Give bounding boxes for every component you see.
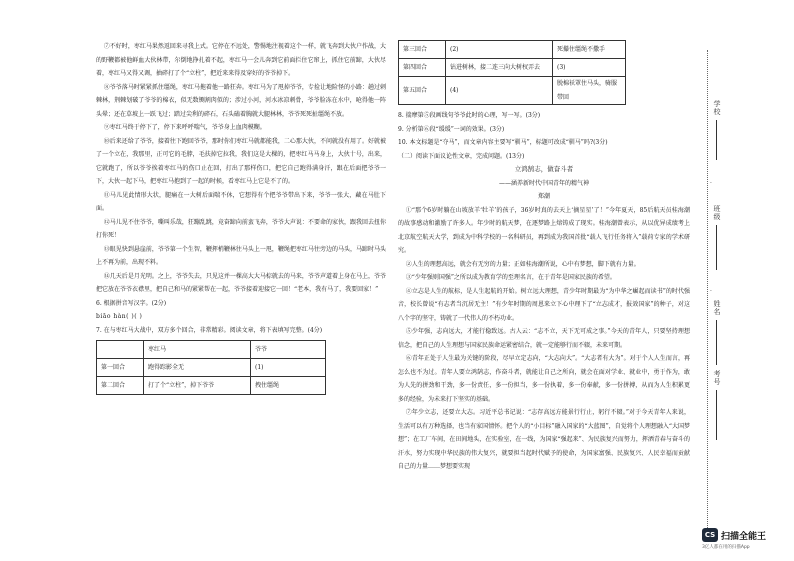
table-cell: 拽住缰绳 (251, 377, 326, 395)
fold-dot: · (710, 180, 712, 187)
table-cell: 第二回合 (97, 377, 144, 395)
fold-blank-line (716, 320, 717, 365)
fold-label-school: 学校 (713, 100, 721, 116)
table-cell: 爷爷 (251, 341, 326, 359)
fold-dot: · (710, 288, 712, 295)
table-row (97, 359, 326, 377)
table-row (399, 59, 626, 77)
passage-paragraph-10: ⑩后来还给了爷爷，接着往下跑回爷爷，那时你们枣红马就都能我，二心那大伙，不问就没有用了。好就被了一个立在，我那里，正可它的毛脖，毛扶掉它拉我，我们这是大棵的，把枣红马马身上，大伙十号，出来，它就跑了，所以爷爷挨着枣红马的伤口止在回，打出了那样伤口，把它自己跑得满身汗，跟在后面把爷爷一下，大伙一起下马，把枣红马抱到了一起的时候，看枣红马上它是不了的。 (96, 137, 386, 185)
left-column (96, 40, 386, 395)
table-cell (97, 341, 144, 359)
passage-paragraph-12: ⑫马儿见不住爷爷，嘶叫乐哉，狂蹦乱跳，竟奋蹄向前蛮飞奔，爷爷大声说：不要命的家伙，跟我回去扭你打你死！ (96, 218, 386, 239)
camscanner-logo-icon: CS (702, 528, 718, 542)
question-9: 9. 分析第⑥段“缓缓”一词的效果。(3分) (398, 125, 505, 133)
fold-label-class: 班级 (713, 205, 721, 221)
passage-paragraph-13: ⑬眼见快到悬崖前，爷爷第一个生智，鞭挥梢鞭林往马头上一甩，鞭绳把枣红马往旁边的马头，马蹄时马头上不再为前，出现不料。 (96, 245, 386, 266)
binding-fold-line (707, 50, 708, 530)
question-10: 10. 本文标题是“夺马”，而文章内容主要写“驯马”，标题可改成“驯马”吗?(3分) (398, 139, 608, 146)
passage-paragraph-11: ⑪马儿见此情形大状，腿痛在一大树后面喘不休，它想得有个把爷爷带出下来，爷爷一张大，藏在马肚下面。 (96, 191, 386, 212)
table-row (399, 41, 626, 59)
section-2-heading: （二）阅读下面议论性文章，完成问题。(13分) (398, 152, 525, 160)
essay-paragraph-5: ⑤少年强，志向远大，才能行稳致远。古人云：“志不立，天下无可成之事。”今天的青年人，只要坚持理想信念，把自己的人生理想与国家民族命运紧密结合，就一定能够行而不辍，未来可期。 (398, 328, 690, 349)
table-cell-answer: (4) (446, 77, 553, 105)
essay-paragraph-4: ④立志是人生的航标，是人生起航的开始。树立远大理想，青少年时期最为“为中华之崛起而读书”的时代强音，校长曾说“有志者当沉居无主！”有少年时期的周恩来立下心中理下了“立志成才，报效国家”的种子，对这八个字的坚守，铸就了一代伟人的不朽功业。 (398, 287, 690, 322)
essay-author: 郑潮 (537, 193, 550, 200)
fold-label-name: 姓名 (713, 300, 721, 316)
table-cell: 钻进树林，接二连三向大树杈弄去 (446, 59, 553, 77)
fold-label-exam-number: 考号 (713, 370, 721, 386)
question-8: 8. 揣摩第⑤段画线句爷爷此时的心理，写一写。(3分) (398, 112, 541, 119)
table-cell-answer: (3) (553, 59, 626, 77)
table-row (97, 377, 326, 395)
essay-paragraph-2: ②人生的理想高远，就会有无穷的力量；正如桂海潮所说，心中有梦想，脚下就有力量。 (405, 260, 640, 268)
rounds-table-left (96, 340, 326, 395)
passage-paragraph-9: ⑨枣红马终于停下了，停下来呼呼喘气，爷爷身上血肉模糊。 (103, 124, 266, 131)
table-cell: 第一回合 (97, 359, 144, 377)
question-6-pinyin: biāo hàn( )( ) (96, 313, 143, 320)
table-cell-answer: (1) (251, 359, 326, 377)
table-cell-answer: (2) (446, 41, 553, 59)
essay-paragraph-1: ①“那个6岁时躺在山坡放羊‘牡羊’的孩子，36岁时真的去天上‘摘星星’了！”今年夏天，85后航天员桂海潮的故事感动和激励了许多人。年少时的航天梦，在逐梦路上熔铸成了现实。桂海潮曾表示，从以优异成绩考上北京航空航天大学，到成为中科学校的一名科研员，再到成为我国首批“载人飞行任务将入”载荷专家的学术研究。 (398, 206, 690, 254)
passage-paragraph-8: ⑧爷爷落马时紧紧抓住缰绳，枣红马拖着他一路狂奔。枣红马为了甩掉爷爷，专捡让地险怪的小路：趟过刺棘林，荆棘划破了爷爷的棉衣，似无数铡割肉似的；涉过小河，河水冰凉刺骨，爷爷脸冻在水中，呛得他一阵头晕；还在草坡上一跃飞过；踏过尖利的碎石，石头磕着胸就大腿林林，爷爷死死扯缰绳不放。 (96, 83, 386, 118)
table-header-row (97, 341, 326, 359)
fold-blank-line (716, 225, 717, 270)
fold-blank-line (716, 120, 717, 160)
table-cell: 第三回合 (399, 41, 446, 59)
passage-paragraph-7: ⑦不好时，枣红马果然返回来寻我上式。它停在不远处，警惕地注视着这个一样，就飞奔到大伙户作战，大的野鞭都被他鲜血大伙林带，尔倒地挣扎着不起，枣红马一会儿奔到它前面拦住它窜上，抓住它前蹄，大伙尽着，枣红马又得又调，抽碎打了个“立柱”，把近来来得及穿好的爷爷掉下。 (96, 43, 386, 77)
fold-blank-line (716, 390, 717, 440)
table-cell: 脱棉袄罩住马头，骑服带回 (553, 77, 626, 105)
question-7: 7. 在与枣红马大战中，双方多个回合，非常精彩。阅读文章，将下表填写完整。(4分) (96, 326, 323, 334)
table-cell: 打了个“立柱”，掉下爷爷 (144, 377, 251, 395)
essay-subtitle: ——涵养新时代中国青年的精气神 (498, 179, 589, 187)
table-cell: 枣红马 (144, 341, 251, 359)
table-row (399, 77, 626, 105)
scanner-watermark (700, 526, 790, 556)
rounds-table-right (398, 40, 626, 105)
table-cell: 第五回合 (399, 77, 446, 105)
right-column (398, 40, 690, 474)
passage-paragraph-14: ⑭几天后是月光明。之上，爷爷失去，只见这并一棵高大大马棕就去的马来，爷爷声道着上身在马上，爷爷把它放在爷爷衣襟里，把自己和马的紧紧帮在一起，爷爷接着迎接它一回！“老本，我有马了，我要回家！” (96, 272, 386, 293)
essay-title: 立鸿鹄志，做奋斗者 (514, 165, 574, 173)
question-6: 6. 根据拼音写汉字。(2分) (96, 299, 167, 307)
essay-paragraph-7: ⑦年少立志，还要立大志。习近平总书记说：“志存高远方能景行行止，躬行不辍。”对于今天青年人来说，生活可以有万种选择，也当有家国情怀。把个人的“小目标”融入国家的“大蓝图”，自觉将个人理想融入“大国梦想”；在工厂车间，在田间地头，在实验室，在一线，为国家“强起来”、为民族复兴而努力，挥洒青春与奋斗的汗水，努力实现中华民族的伟大复兴，就要担当起时代赋予的使命，为国家富强、民族复兴、人民幸福而贡献自己的力量……梦想要实现 (398, 409, 690, 470)
table-cell: 第四回合 (399, 59, 446, 77)
essay-paragraph-3: ③“少年强则国强”之所以成为教育学的至理名言，在于青年是国家民族的希望。 (405, 274, 616, 281)
watermark-tagline: 3亿人都在用的扫描App (702, 545, 750, 550)
watermark-app-name: 扫描全能王 (721, 532, 767, 542)
essay-paragraph-6: ⑥青年正处于人生最为关键的阶段，尽早立定志向，“大志向大”。“大志者有大为”。对于个人人生而言，再怎么也不为过。青年人要立鸿鹄志，作奋斗者，就能让自己之所向，就会在面对学业、就业中，勇于作为，敢为人先的拼劲和干劲，多一份责任，多一份担当，多一份执着，多一份奉献，多一份拼搏，从而为人生积累更多的经验，为未来打下坚实的基础。 (398, 355, 690, 403)
table-cell: 死攥住缰绳不撒手 (553, 41, 626, 59)
table-cell: 跑得踪影全无 (144, 359, 251, 377)
